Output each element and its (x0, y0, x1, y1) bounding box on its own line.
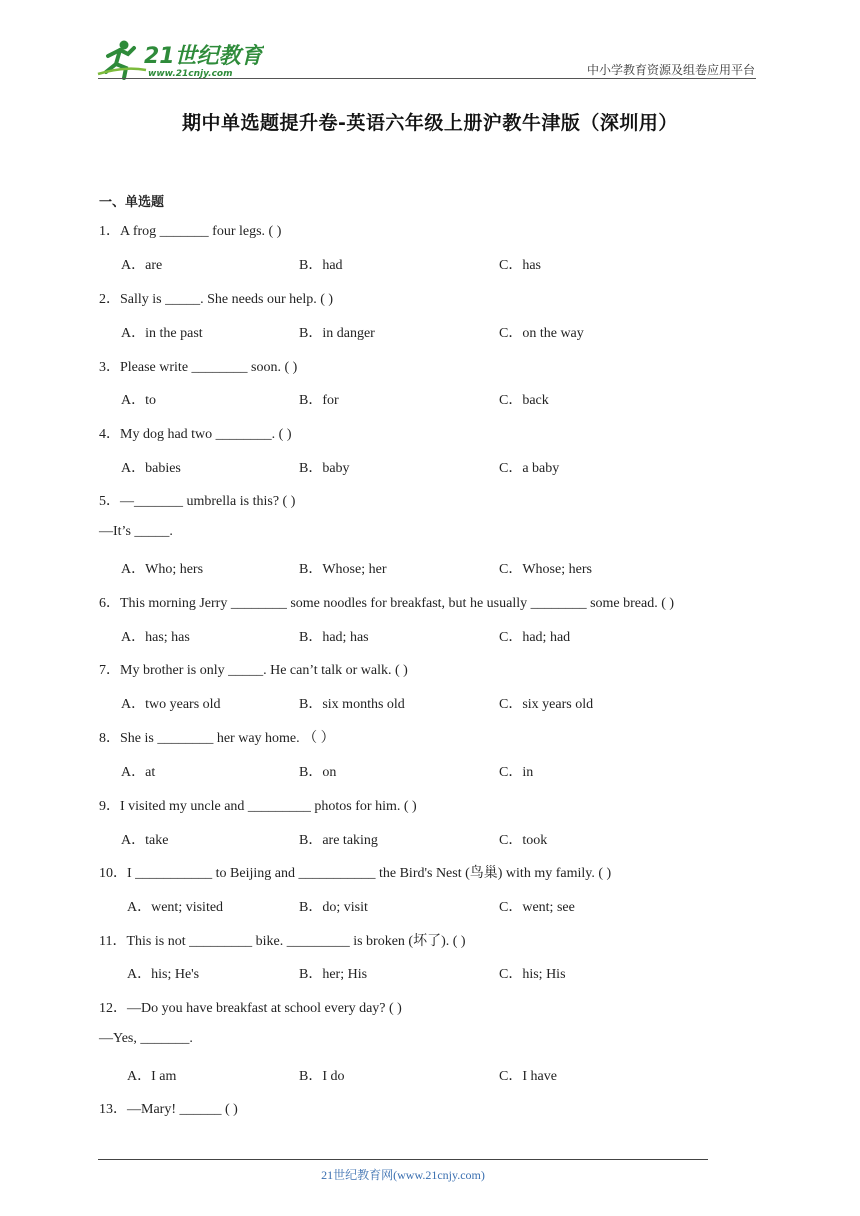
option-b: B．in danger (299, 326, 375, 341)
option-a: A．are (121, 258, 163, 273)
question-stem: 6．This morning Jerry ________ some noodles for breakfast, but he usually ________ some bread. ( ) (99, 596, 675, 611)
question-stem: 2．Sally is _____. She needs our help. ( ) (99, 292, 334, 307)
question-stem: 8．She is ________ her way home. （ ） (99, 731, 335, 746)
option-c: C．on the way (499, 326, 584, 341)
option-c: C．took (499, 833, 548, 848)
question-sub-line: —Yes, _______. (99, 1031, 193, 1046)
option-a: A．two years old (121, 697, 221, 712)
option-b: B．on (299, 765, 337, 780)
option-a: A．his; He's (127, 967, 200, 982)
option-a: A．I am (127, 1069, 177, 1084)
question-stem: 1．A frog _______ four legs. ( ) (99, 224, 282, 239)
option-c: C．a baby (499, 461, 560, 476)
option-a: A．take (121, 833, 169, 848)
option-b: B．I do (299, 1069, 345, 1084)
question-stem: 9．I visited my uncle and _________ photos for him. ( ) (99, 799, 417, 814)
option-c: C．I have (499, 1069, 557, 1084)
question-stem: 13．—Mary! ______ ( ) (99, 1102, 238, 1117)
option-b: B．six months old (299, 697, 405, 712)
option-b: B．are taking (299, 833, 378, 848)
option-c: C．his; His (499, 967, 566, 982)
option-a: A．has; has (121, 630, 190, 645)
page-title: 期中单选题提升卷-英语六年级上册沪教牛津版（深圳用） (182, 112, 678, 134)
question-stem: 11．This is not _________ bike. _________ is broken (坏了). ( ) (99, 934, 466, 949)
logo-sub-text: www.21cnjy.com (148, 69, 233, 79)
option-c: C．had; had (499, 630, 571, 645)
question-sub-line: —It’s _____. (99, 524, 173, 539)
option-b: B．had (299, 258, 343, 273)
option-a: A．went; visited (127, 900, 224, 915)
question-stem: 4．My dog had two ________. ( ) (99, 427, 292, 442)
question-stem: 3．Please write ________ soon. ( ) (99, 360, 298, 375)
option-c: C．six years old (499, 697, 594, 712)
platform-slogan: 中小学教育资源及组卷应用平台 (586, 63, 755, 77)
footer-text: 21世纪教育网(www.21cnjy.com) (321, 1168, 485, 1182)
site-logo (94, 36, 264, 80)
header-divider (98, 78, 756, 79)
question-stem: 7．My brother is only _____. He can’t talk or walk. ( ) (99, 663, 408, 678)
option-a: A．in the past (121, 326, 203, 341)
option-c: C．back (499, 393, 549, 408)
option-c: C．in (499, 765, 534, 780)
logo-main-text: 21世纪教育 (144, 44, 263, 69)
footer-divider (98, 1159, 708, 1160)
question-stem: 12．—Do you have breakfast at school every day? ( ) (99, 1001, 402, 1016)
section-heading: 一、单选题 (99, 195, 165, 210)
option-b: B．had; has (299, 630, 369, 645)
option-a: A．to (121, 393, 156, 408)
option-a: A．Who; hers (121, 562, 204, 577)
running-man-logo-icon (94, 36, 264, 80)
option-b: B．Whose; her (299, 562, 387, 577)
option-b: B．for (299, 393, 339, 408)
question-stem: 10．I ___________ to Beijing and ___________ the Bird's Nest (鸟巢) with my family. ( ) (99, 866, 612, 881)
option-b: B．do; visit (299, 900, 368, 915)
option-c: C．Whose; hers (499, 562, 592, 577)
option-c: C．went; see (499, 900, 575, 915)
option-a: A．babies (121, 461, 181, 476)
option-b: B．baby (299, 461, 350, 476)
option-b: B．her; His (299, 967, 368, 982)
option-c: C．has (499, 258, 541, 273)
question-stem: 5．—_______ umbrella is this? ( ) (99, 494, 296, 509)
option-a: A．at (121, 765, 156, 780)
